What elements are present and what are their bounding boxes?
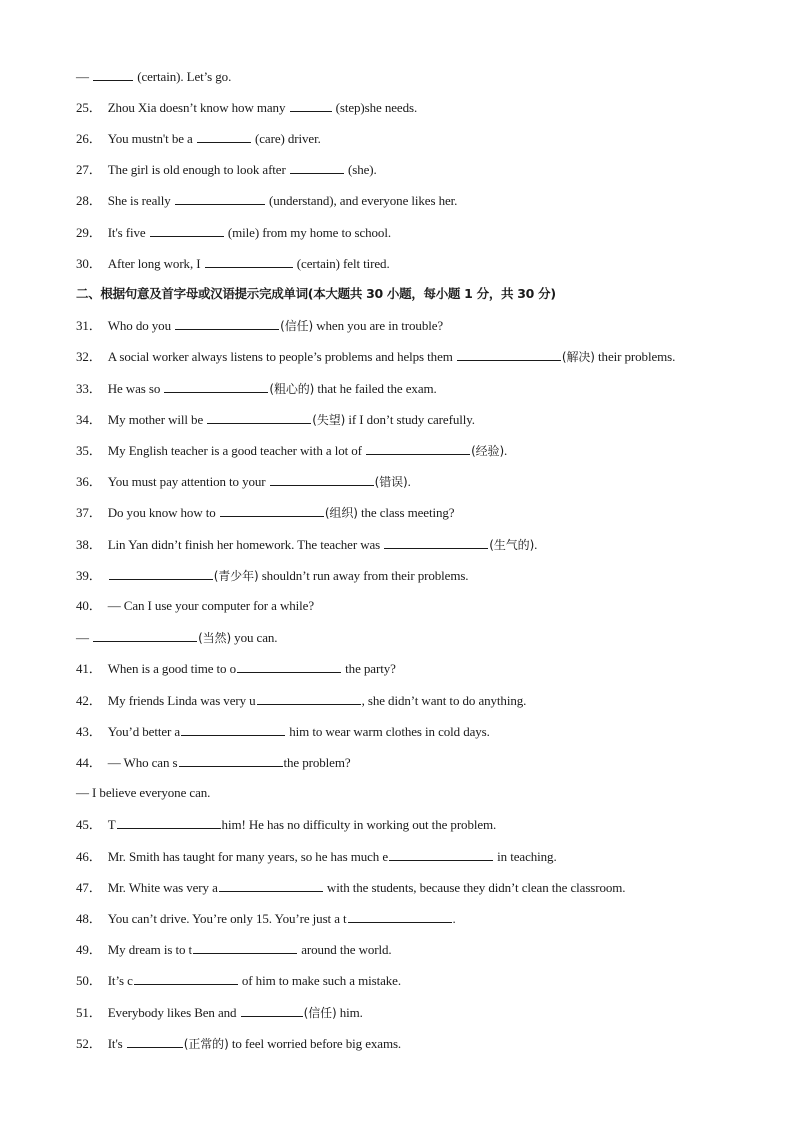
chinese-hint: (生气的) bbox=[489, 538, 535, 552]
question-text: the class meeting? bbox=[357, 505, 455, 520]
answer-blank[interactable] bbox=[179, 754, 283, 767]
answer-blank[interactable] bbox=[290, 161, 344, 174]
question-number: 44． bbox=[76, 755, 102, 770]
answer-blank[interactable] bbox=[457, 348, 561, 361]
question-text: around the world. bbox=[298, 942, 392, 957]
question-text: — Can I use your computer for a while? bbox=[107, 598, 315, 613]
question-number: 35． bbox=[76, 443, 102, 458]
question-text: (understand), and everyone likes her. bbox=[265, 193, 458, 208]
question-text: — Who can s bbox=[107, 755, 178, 770]
question-line bbox=[76, 879, 625, 896]
question-text: (mile) from my home to school. bbox=[224, 225, 391, 240]
chinese-hint: (正常的) bbox=[183, 1037, 229, 1051]
question-line bbox=[76, 910, 456, 927]
question-text: A social worker always listens to people’s problems and helps them bbox=[107, 349, 456, 364]
answer-blank[interactable] bbox=[175, 317, 279, 330]
question-number: 43． bbox=[76, 724, 102, 739]
question-text: (care) driver. bbox=[251, 131, 321, 146]
question-text: Lin Yan didn’t finish her homework. The teacher was bbox=[107, 537, 384, 552]
question-text: , she didn’t want to do anything. bbox=[361, 693, 527, 708]
question-text: Mr. White was very a bbox=[107, 880, 218, 895]
question-line bbox=[76, 660, 396, 677]
question-text: My mother will be bbox=[107, 412, 207, 427]
question-line bbox=[76, 348, 675, 365]
question-number: 40． bbox=[76, 598, 102, 613]
question-number: 31． bbox=[76, 318, 102, 333]
question-text: You mustn't be a bbox=[107, 131, 196, 146]
question-text: He was so bbox=[107, 381, 164, 396]
question-text: their problems. bbox=[594, 349, 676, 364]
question-number: 51． bbox=[76, 1005, 102, 1020]
answer-blank[interactable] bbox=[193, 941, 297, 954]
question-text: you can. bbox=[231, 630, 278, 645]
question-number: 50． bbox=[76, 973, 102, 988]
question-text: with the students, because they didn’t clean the classroom. bbox=[323, 880, 626, 895]
question-line bbox=[76, 68, 231, 85]
question-line bbox=[76, 785, 210, 801]
answer-blank[interactable] bbox=[219, 879, 323, 892]
question-number: 37． bbox=[76, 505, 102, 520]
chinese-hint: (解决) bbox=[561, 350, 595, 364]
question-number: 48． bbox=[76, 911, 102, 926]
answer-blank[interactable] bbox=[348, 910, 452, 923]
chinese-hint: (青少年) bbox=[213, 569, 259, 583]
question-number: 41． bbox=[76, 661, 102, 676]
answer-blank[interactable] bbox=[197, 130, 251, 143]
question-number: 47． bbox=[76, 880, 102, 895]
question-line bbox=[76, 161, 377, 178]
question-text: Who do you bbox=[107, 318, 175, 333]
answer-blank[interactable] bbox=[257, 692, 361, 705]
question-number: 52． bbox=[76, 1036, 102, 1051]
question-text: — bbox=[76, 630, 93, 645]
chinese-hint: (粗心的) bbox=[269, 382, 315, 396]
question-text: the party? bbox=[342, 661, 396, 676]
question-text: (certain). Let’s go. bbox=[134, 69, 232, 84]
question-text: When is a good time to o bbox=[107, 661, 237, 676]
answer-blank[interactable] bbox=[127, 1035, 183, 1048]
question-line bbox=[76, 99, 417, 116]
question-text: . bbox=[407, 474, 411, 489]
question-line bbox=[76, 1004, 363, 1021]
question-line bbox=[76, 848, 557, 865]
question-line bbox=[76, 941, 392, 958]
question-text: My friends Linda was very u bbox=[107, 693, 256, 708]
question-text: shouldn’t run away from their problems. bbox=[258, 568, 469, 583]
question-line bbox=[76, 224, 391, 241]
chinese-hint: (当然) bbox=[198, 631, 232, 645]
question-text: — I believe everyone can. bbox=[76, 785, 211, 800]
answer-blank[interactable] bbox=[164, 380, 268, 393]
question-number: 28． bbox=[76, 193, 102, 208]
question-text: It's five bbox=[107, 225, 149, 240]
question-text: You must pay attention to your bbox=[107, 474, 269, 489]
question-text: in teaching. bbox=[494, 849, 557, 864]
answer-blank[interactable] bbox=[93, 68, 133, 81]
question-text: The girl is old enough to look after bbox=[107, 162, 289, 177]
question-text: 二、根据句意及首字母或汉语提示完成单词(本大题共 30 小题，每小题 1 分，共 30 分) bbox=[76, 286, 556, 301]
question-number: 46． bbox=[76, 849, 102, 864]
question-line bbox=[76, 692, 526, 709]
question-line bbox=[76, 130, 321, 147]
question-number: 34． bbox=[76, 412, 102, 427]
answer-blank[interactable] bbox=[181, 723, 285, 736]
question-text: (step)she needs. bbox=[332, 100, 418, 115]
answer-blank[interactable] bbox=[117, 816, 221, 829]
answer-blank[interactable] bbox=[93, 629, 197, 642]
question-line bbox=[76, 754, 351, 771]
question-text: (she). bbox=[344, 162, 377, 177]
question-number: 25． bbox=[76, 100, 102, 115]
answer-blank[interactable] bbox=[241, 1004, 303, 1017]
question-number: 38． bbox=[76, 537, 102, 552]
question-text: of him to make such a mistake. bbox=[238, 973, 402, 988]
question-line bbox=[76, 972, 401, 989]
question-text: She is really bbox=[107, 193, 174, 208]
question-line bbox=[76, 255, 390, 272]
section-heading bbox=[76, 286, 556, 302]
question-text: Mr. Smith has taught for many years, so he has much e bbox=[107, 849, 388, 864]
question-line bbox=[76, 411, 475, 428]
question-line bbox=[76, 816, 496, 833]
question-text: T bbox=[107, 817, 116, 832]
question-text: (certain) felt tired. bbox=[293, 256, 390, 271]
question-line bbox=[76, 536, 537, 553]
question-line bbox=[76, 317, 443, 334]
answer-blank[interactable] bbox=[109, 567, 213, 580]
chinese-hint: (组织) bbox=[324, 506, 358, 520]
answer-blank[interactable] bbox=[290, 99, 332, 112]
question-text: . bbox=[452, 911, 456, 926]
question-number: 36． bbox=[76, 474, 102, 489]
question-number: 30． bbox=[76, 256, 102, 271]
question-line bbox=[76, 504, 454, 521]
question-line bbox=[76, 567, 468, 584]
chinese-hint: (失望) bbox=[312, 413, 346, 427]
question-text: Everybody likes Ben and bbox=[107, 1005, 240, 1020]
question-text: to feel worried before big exams. bbox=[228, 1036, 402, 1051]
answer-blank[interactable] bbox=[389, 848, 493, 861]
question-number: 49． bbox=[76, 942, 102, 957]
question-line bbox=[76, 380, 437, 397]
question-line bbox=[76, 598, 314, 614]
question-text: You can’t drive. You’re only 15. You’re just a t bbox=[107, 911, 347, 926]
answer-blank[interactable] bbox=[207, 411, 311, 424]
question-text: him to wear warm clothes in cold days. bbox=[286, 724, 490, 739]
question-text: After long work, I bbox=[107, 256, 204, 271]
answer-blank[interactable] bbox=[384, 536, 488, 549]
answer-blank[interactable] bbox=[270, 473, 374, 486]
question-number: 26． bbox=[76, 131, 102, 146]
answer-blank[interactable] bbox=[134, 972, 238, 985]
question-line bbox=[76, 629, 277, 646]
answer-blank[interactable] bbox=[366, 442, 470, 455]
question-line bbox=[76, 192, 457, 209]
question-text: him! He has no difficulty in working out the problem. bbox=[221, 817, 497, 832]
question-text: — bbox=[76, 69, 93, 84]
question-number: 42． bbox=[76, 693, 102, 708]
chinese-hint: (经验) bbox=[471, 444, 505, 458]
question-text: the problem? bbox=[283, 755, 351, 770]
question-text: if I don’t study carefully. bbox=[345, 412, 475, 427]
question-text: My English teacher is a good teacher with a lot of bbox=[107, 443, 366, 458]
question-line bbox=[76, 1035, 401, 1052]
question-line bbox=[76, 723, 490, 740]
answer-blank[interactable] bbox=[150, 224, 224, 237]
question-text: that he failed the exam. bbox=[314, 381, 437, 396]
question-text: . bbox=[534, 537, 538, 552]
chinese-hint: (错误) bbox=[374, 475, 408, 489]
chinese-hint: (信任) bbox=[280, 319, 314, 333]
question-line bbox=[76, 473, 411, 490]
answer-blank[interactable] bbox=[237, 660, 341, 673]
question-number: 33． bbox=[76, 381, 102, 396]
question-text: You’d better a bbox=[107, 724, 181, 739]
answer-blank[interactable] bbox=[220, 504, 324, 517]
question-text: It's bbox=[107, 1036, 126, 1051]
question-line bbox=[76, 442, 507, 459]
question-number: 27． bbox=[76, 162, 102, 177]
question-number: 45． bbox=[76, 817, 102, 832]
answer-blank[interactable] bbox=[175, 192, 265, 205]
question-text: It’s c bbox=[107, 973, 133, 988]
question-text: Zhou Xia doesn’t know how many bbox=[107, 100, 289, 115]
answer-blank[interactable] bbox=[205, 255, 293, 268]
question-text: Do you know how to bbox=[107, 505, 219, 520]
question-text: My dream is to t bbox=[107, 942, 193, 957]
question-text: him. bbox=[336, 1005, 363, 1020]
question-text: . bbox=[504, 443, 508, 458]
question-text: when you are in trouble? bbox=[313, 318, 444, 333]
question-number: 32． bbox=[76, 349, 102, 364]
chinese-hint: (信任) bbox=[303, 1006, 337, 1020]
question-number: 29． bbox=[76, 225, 102, 240]
question-number: 39． bbox=[76, 568, 102, 583]
